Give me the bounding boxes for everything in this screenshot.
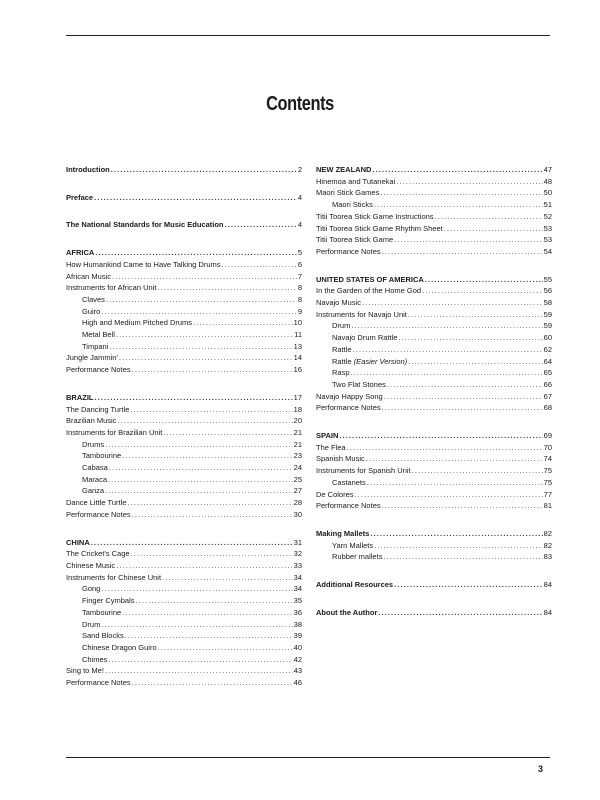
toc-entry-label: Titii Toorea Stick Game Instructions xyxy=(316,211,434,221)
toc-entry-label: African Music xyxy=(66,271,112,281)
toc-entry-page: 74 xyxy=(543,454,552,464)
dot-leader xyxy=(130,404,292,416)
toc-entry-page: 66 xyxy=(543,379,552,389)
toc-entry-page: 67 xyxy=(543,391,552,401)
toc-entry-label: Instruments for African Unit xyxy=(66,283,157,293)
toc-entry[interactable] xyxy=(66,329,302,341)
toc-entry-page: 59 xyxy=(543,309,552,319)
toc-entry-label: The National Standards for Music Education xyxy=(66,220,224,230)
toc-section xyxy=(316,430,552,512)
toc-entry[interactable] xyxy=(316,309,552,321)
dot-leader xyxy=(132,509,293,521)
toc-entry[interactable] xyxy=(316,367,552,379)
toc-entry[interactable] xyxy=(316,320,552,332)
toc-entry[interactable] xyxy=(316,332,552,344)
dot-leader xyxy=(374,199,543,211)
toc-entry[interactable] xyxy=(66,607,302,619)
toc-entry-label: Chimes xyxy=(82,654,108,664)
toc-entry-page: 35 xyxy=(293,596,302,606)
toc-section xyxy=(66,537,302,689)
dot-leader xyxy=(136,595,293,607)
toc-entry-label: Maori Stick Games xyxy=(316,188,380,198)
dot-leader xyxy=(396,176,542,188)
toc-entry[interactable] xyxy=(316,246,552,258)
toc-entry-page: 84 xyxy=(543,607,552,617)
toc-entry-label: Brazilian Music xyxy=(66,416,117,426)
toc-entry-page: 34 xyxy=(293,572,302,582)
toc-entry-label: Spanish Music xyxy=(316,454,365,464)
toc-entry-label: Jungle Jammin' xyxy=(66,353,118,363)
dot-leader xyxy=(225,219,297,231)
dot-leader xyxy=(158,642,293,654)
toc-entry-label: Rubber mallets xyxy=(332,552,383,562)
toc-entry-label: Castanets xyxy=(332,477,366,487)
toc-entry-label: Rattle (Easier Version) xyxy=(332,356,408,366)
toc-entry-page: 21 xyxy=(293,427,302,437)
dot-leader xyxy=(101,619,292,631)
dot-leader xyxy=(91,537,293,549)
toc-entry-label: SPAIN xyxy=(316,431,339,441)
toc-entry[interactable] xyxy=(316,391,552,403)
toc-entry-page: 28 xyxy=(293,498,302,508)
toc-entry[interactable] xyxy=(316,223,552,235)
toc-entry-label: Drums xyxy=(82,439,105,449)
toc-entry[interactable] xyxy=(316,344,552,356)
toc-entry-page: 58 xyxy=(543,298,552,308)
toc-entry-page: 82 xyxy=(543,528,552,538)
toc-entry-page: 25 xyxy=(293,474,302,484)
toc-entry-label: Yarn Mallets xyxy=(332,540,374,550)
toc-entry-label: Instruments for Chinese Unit xyxy=(66,572,162,582)
dot-leader xyxy=(425,274,543,286)
toc-entry-page: 34 xyxy=(293,584,302,594)
dot-leader xyxy=(127,497,292,509)
toc-entry-page: 10 xyxy=(293,318,302,328)
dot-leader xyxy=(355,489,543,501)
toc-entry[interactable] xyxy=(316,379,552,391)
toc-entry-label: CHINA xyxy=(66,537,90,547)
dot-leader xyxy=(374,540,543,552)
dot-leader xyxy=(112,271,297,283)
toc-entry-page: 75 xyxy=(543,477,552,487)
toc-entry-page: 40 xyxy=(293,642,302,652)
toc-entry-label: The Flea xyxy=(316,442,346,452)
dot-leader xyxy=(394,579,543,591)
dot-leader xyxy=(382,402,543,414)
toc-entry-page: 8 xyxy=(297,294,302,304)
toc-entry[interactable] xyxy=(66,271,302,283)
toc-entry[interactable] xyxy=(66,404,302,416)
toc-section xyxy=(316,528,552,563)
toc-entry[interactable] xyxy=(66,352,302,364)
toc-entry-page: 83 xyxy=(543,552,552,562)
toc-entry[interactable] xyxy=(66,259,302,271)
toc-entry[interactable] xyxy=(66,415,302,427)
dot-leader xyxy=(132,364,293,376)
dot-leader xyxy=(412,465,543,477)
dot-leader xyxy=(383,551,542,563)
toc-entry[interactable] xyxy=(316,187,552,199)
dot-leader xyxy=(119,352,293,364)
dot-leader xyxy=(435,211,543,223)
toc-entry-page: 65 xyxy=(543,368,552,378)
toc-entry-label: Finger Cymbals xyxy=(82,596,135,606)
toc-entry[interactable] xyxy=(66,665,302,677)
toc-entry-label: Chinese Music xyxy=(66,560,116,570)
toc-entry-label: Tambourine xyxy=(82,451,122,461)
toc-heading-entry[interactable] xyxy=(66,247,302,259)
toc-entry-page: 21 xyxy=(293,439,302,449)
dot-leader xyxy=(116,560,292,572)
toc-entry-page: 47 xyxy=(543,165,552,174)
toc-entry-label: Titii Toorea Stick Game xyxy=(316,235,394,245)
toc-entry-label: Cabasa xyxy=(82,463,108,473)
top-rule xyxy=(66,35,550,36)
toc-entry-page: 32 xyxy=(293,549,302,559)
toc-entry[interactable] xyxy=(66,427,302,439)
toc-entry[interactable] xyxy=(66,654,302,666)
toc-entry[interactable] xyxy=(316,199,552,211)
toc-entry-page: 36 xyxy=(293,607,302,617)
toc-section xyxy=(316,164,552,258)
toc-heading-entry[interactable] xyxy=(316,164,552,176)
toc-entry[interactable] xyxy=(66,450,302,462)
toc-entry[interactable] xyxy=(66,485,302,497)
toc-entry-label: High and Medium Pitched Drums xyxy=(82,318,193,328)
toc-entry-page: 51 xyxy=(543,200,552,210)
toc-entry-label: Rasp xyxy=(332,368,350,378)
dot-leader xyxy=(125,630,293,642)
dot-leader xyxy=(193,317,293,329)
dot-leader xyxy=(382,246,543,258)
toc-entry-label: Performance Notes xyxy=(316,246,381,256)
dot-leader xyxy=(351,320,542,332)
toc-entry-label: Introduction xyxy=(66,165,110,174)
toc-entry[interactable] xyxy=(66,509,302,521)
toc-entry[interactable] xyxy=(66,583,302,595)
toc-entry-page: 77 xyxy=(543,489,552,499)
toc-entry-note: (Easier Version) xyxy=(353,356,408,366)
toc-entry-label: Instruments for Brazilian Unit xyxy=(66,427,163,437)
toc-entry-label: About the Author xyxy=(316,607,378,617)
dot-leader xyxy=(353,344,543,356)
toc-entry-page: 84 xyxy=(543,580,552,590)
toc-entry-page: 46 xyxy=(293,678,302,688)
toc-entry-label: Maori Sticks xyxy=(332,200,373,210)
toc-entry-label: The Cricket's Cage xyxy=(66,549,130,559)
dot-leader xyxy=(109,341,292,353)
toc-section xyxy=(316,607,552,619)
dot-leader xyxy=(105,665,293,677)
toc-left-column xyxy=(66,164,302,705)
toc-heading-entry[interactable] xyxy=(316,607,552,619)
toc-entry-label: Two Flat Stones xyxy=(332,379,386,389)
toc-entry-label: Navajo Drum Rattle xyxy=(332,333,398,343)
toc-entry-label: How Humankind Came to Have Talking Drums xyxy=(66,259,221,269)
toc-entry[interactable] xyxy=(66,462,302,474)
toc-entry-label: Claves xyxy=(82,294,105,304)
dot-leader xyxy=(372,164,542,176)
toc-entry-label: Dance Little Turtle xyxy=(66,498,127,508)
toc-entry-page: 68 xyxy=(543,403,552,413)
toc-entry[interactable] xyxy=(66,548,302,560)
toc-entry-page: 13 xyxy=(293,341,302,351)
dot-leader xyxy=(347,442,543,454)
dot-leader xyxy=(162,572,293,584)
toc-heading-entry[interactable] xyxy=(66,392,302,404)
toc-entry-page: 7 xyxy=(297,271,302,281)
toc-section xyxy=(66,219,302,231)
toc-entry-label: Instruments for Spanish Unit xyxy=(316,466,411,476)
dot-leader xyxy=(384,391,543,403)
toc-entry-page: 55 xyxy=(543,274,552,284)
toc-entry[interactable] xyxy=(66,630,302,642)
dot-leader xyxy=(362,297,543,309)
dot-leader xyxy=(101,306,296,318)
toc-entry-label: Preface xyxy=(66,192,94,202)
toc-entry-label: Ganza xyxy=(82,486,105,496)
toc-entry-page: 33 xyxy=(293,560,302,570)
toc-entry-page: 39 xyxy=(293,631,302,641)
toc-entry-page: 53 xyxy=(543,223,552,233)
dot-leader xyxy=(339,430,542,442)
toc-entry[interactable] xyxy=(66,439,302,451)
toc-entry-label: Drum xyxy=(82,619,101,629)
toc-entry-page: 62 xyxy=(543,344,552,354)
toc-heading-entry[interactable] xyxy=(66,164,302,176)
toc-entry-label: Tambourine xyxy=(82,607,122,617)
toc-entry-label: Performance Notes xyxy=(66,509,131,519)
toc-entry[interactable] xyxy=(316,477,552,489)
toc-entry-label: Rattle xyxy=(332,344,352,354)
toc-entry-page: 82 xyxy=(543,540,552,550)
dot-leader xyxy=(422,285,543,297)
toc-section xyxy=(66,247,302,376)
toc-entry[interactable] xyxy=(66,642,302,654)
toc-entry[interactable] xyxy=(66,317,302,329)
toc-section xyxy=(316,274,552,414)
toc-entry-page: 59 xyxy=(543,321,552,331)
dot-leader xyxy=(108,654,292,666)
dot-leader xyxy=(351,367,543,379)
toc-entry[interactable] xyxy=(316,234,552,246)
toc-entry-page: 23 xyxy=(293,451,302,461)
toc-entry-page: 70 xyxy=(543,442,552,452)
toc-entry-label: Performance Notes xyxy=(316,501,381,511)
toc-entry-page: 43 xyxy=(293,666,302,676)
toc-entry-label: Navajo Happy Song xyxy=(316,391,383,401)
dot-leader xyxy=(408,309,543,321)
toc-entry[interactable] xyxy=(316,500,552,512)
toc-heading-entry[interactable] xyxy=(316,274,552,286)
toc-entry[interactable] xyxy=(316,453,552,465)
toc-entry[interactable] xyxy=(66,595,302,607)
toc-entry-page: 56 xyxy=(543,286,552,296)
toc-entry-label: Performance Notes xyxy=(66,678,131,688)
toc-heading-entry[interactable] xyxy=(316,579,552,591)
toc-entry-label: Instruments for Navajo Unit xyxy=(316,309,407,319)
toc-entry-label: Performance Notes xyxy=(66,365,131,375)
toc-entry[interactable] xyxy=(66,560,302,572)
toc-entry-label: Sand Blocks xyxy=(82,631,124,641)
toc-entry-page: 69 xyxy=(543,431,552,441)
toc-entry-label: De Colores xyxy=(316,489,354,499)
toc-entry-page: 60 xyxy=(543,333,552,343)
toc-entry-label: AFRICA xyxy=(66,248,95,258)
toc-right-column xyxy=(316,164,552,635)
dot-leader xyxy=(95,247,296,259)
dot-leader xyxy=(94,192,297,204)
toc-entry-page: 27 xyxy=(293,486,302,496)
toc-heading-entry[interactable] xyxy=(66,537,302,549)
dot-leader xyxy=(408,356,542,368)
toc-entry-page: 4 xyxy=(297,192,302,202)
toc-entry[interactable] xyxy=(66,497,302,509)
toc-entry[interactable] xyxy=(66,341,302,353)
dot-leader xyxy=(366,453,543,465)
dot-leader xyxy=(116,329,293,341)
toc-heading-entry[interactable] xyxy=(316,528,552,540)
toc-entry-label: BRAZIL xyxy=(66,392,94,402)
dot-leader xyxy=(132,677,293,689)
toc-entry-label: Navajo Music xyxy=(316,298,362,308)
toc-heading-entry[interactable] xyxy=(66,219,302,231)
toc-entry[interactable] xyxy=(316,442,552,454)
toc-entry[interactable] xyxy=(66,474,302,486)
toc-entry-page: 14 xyxy=(293,353,302,363)
dot-leader xyxy=(398,332,542,344)
dot-leader xyxy=(370,528,542,540)
dot-leader xyxy=(394,234,543,246)
toc-entry-page: 30 xyxy=(293,509,302,519)
toc-entry[interactable] xyxy=(66,619,302,631)
page-number: 3 xyxy=(538,764,544,774)
toc-entry-label: Making Mallets xyxy=(316,528,370,538)
toc-entry-page: 42 xyxy=(293,654,302,664)
dot-leader xyxy=(101,583,292,595)
dot-leader xyxy=(157,282,296,294)
toc-entry-page: 9 xyxy=(297,306,302,316)
toc-entry-page: 53 xyxy=(543,235,552,245)
dot-leader xyxy=(95,392,293,404)
toc-entry[interactable] xyxy=(66,677,302,689)
toc-entry-page: 64 xyxy=(543,356,552,366)
dot-leader xyxy=(111,164,297,176)
toc-entry-page: 17 xyxy=(293,392,302,402)
toc-entry-page: 52 xyxy=(543,211,552,221)
dot-leader xyxy=(109,462,293,474)
toc-entry[interactable] xyxy=(66,572,302,584)
toc-entry[interactable] xyxy=(316,176,552,188)
toc-entry[interactable] xyxy=(66,306,302,318)
toc-entry[interactable] xyxy=(316,356,552,368)
toc-entry-label: Titii Toorea Stick Game Rhythm Sheet xyxy=(316,223,443,233)
dot-leader xyxy=(163,427,292,439)
toc-entry[interactable] xyxy=(316,402,552,414)
toc-entry-page: 75 xyxy=(543,466,552,476)
toc-entry-page: 6 xyxy=(297,259,302,269)
toc-entry-page: 5 xyxy=(297,248,302,258)
toc-entry-page: 11 xyxy=(294,330,302,340)
toc-entry-page: 38 xyxy=(293,619,302,629)
toc-entry-page: 16 xyxy=(293,365,302,375)
toc-entry-label: Performance Notes xyxy=(316,403,381,413)
toc-entry[interactable] xyxy=(66,294,302,306)
toc-entry-label: Additional Resources xyxy=(316,580,394,590)
toc-entry-label: UNITED STATES OF AMERICA xyxy=(316,274,424,284)
dot-leader xyxy=(131,548,293,560)
dot-leader xyxy=(382,500,543,512)
toc-entry-label: The Dancing Turtle xyxy=(66,404,130,414)
toc-entry-label: Gong xyxy=(82,584,101,594)
toc-entry-page: 54 xyxy=(543,246,552,256)
dot-leader xyxy=(106,294,297,306)
toc-entry-page: 8 xyxy=(297,283,302,293)
toc-heading-entry[interactable] xyxy=(316,430,552,442)
toc-entry-page: 50 xyxy=(543,188,552,198)
toc-entry-page: 18 xyxy=(293,404,302,414)
dot-leader xyxy=(222,259,297,271)
dot-leader xyxy=(117,415,292,427)
toc-entry-label: Maraca xyxy=(82,474,108,484)
toc-entry[interactable] xyxy=(316,465,552,477)
page-title: Contents xyxy=(266,93,334,116)
toc-entry-page: 31 xyxy=(293,537,302,547)
dot-leader xyxy=(105,485,293,497)
toc-entry-label: Chinese Dragon Guiro xyxy=(82,642,157,652)
toc-section xyxy=(66,192,302,204)
toc-entry-label: Guiro xyxy=(82,306,101,316)
toc-section xyxy=(66,392,302,521)
toc-entry[interactable] xyxy=(66,282,302,294)
dot-leader xyxy=(380,187,542,199)
toc-entry-label: Timpani xyxy=(82,341,109,351)
dot-leader xyxy=(108,474,293,486)
toc-entry[interactable] xyxy=(316,211,552,223)
toc-entry-page: 24 xyxy=(293,463,302,473)
toc-entry-label: Drum xyxy=(332,321,351,331)
toc-entry[interactable] xyxy=(316,285,552,297)
toc-entry-label: NEW ZEALAND xyxy=(316,165,372,174)
bottom-rule xyxy=(66,757,550,758)
dot-leader xyxy=(122,607,292,619)
dot-leader xyxy=(367,477,543,489)
toc-heading-entry[interactable] xyxy=(66,192,302,204)
toc-entry[interactable] xyxy=(316,551,552,563)
toc-entry[interactable] xyxy=(316,489,552,501)
toc-section xyxy=(316,579,552,591)
toc-entry-label: Metal Bell xyxy=(82,330,115,340)
dot-leader xyxy=(387,379,543,391)
toc-entry-page: 20 xyxy=(293,416,302,426)
toc-entry-page: 2 xyxy=(297,165,302,174)
toc-entry-label: Sing to Me! xyxy=(66,666,104,676)
dot-leader xyxy=(378,607,542,619)
toc-entry-page: 4 xyxy=(297,220,302,230)
toc-entry[interactable] xyxy=(66,364,302,376)
toc-entry[interactable] xyxy=(316,540,552,552)
toc-section xyxy=(66,164,302,176)
dot-leader xyxy=(444,223,543,235)
dot-leader xyxy=(105,439,293,451)
dot-leader xyxy=(122,450,292,462)
toc-entry-page: 48 xyxy=(543,176,552,186)
toc-entry-page: 81 xyxy=(543,501,552,511)
toc-entry-label: Hinemoa and Tutanekai xyxy=(316,176,396,186)
toc-entry[interactable] xyxy=(316,297,552,309)
toc-entry-label: In the Garden of the Home God xyxy=(316,286,422,296)
